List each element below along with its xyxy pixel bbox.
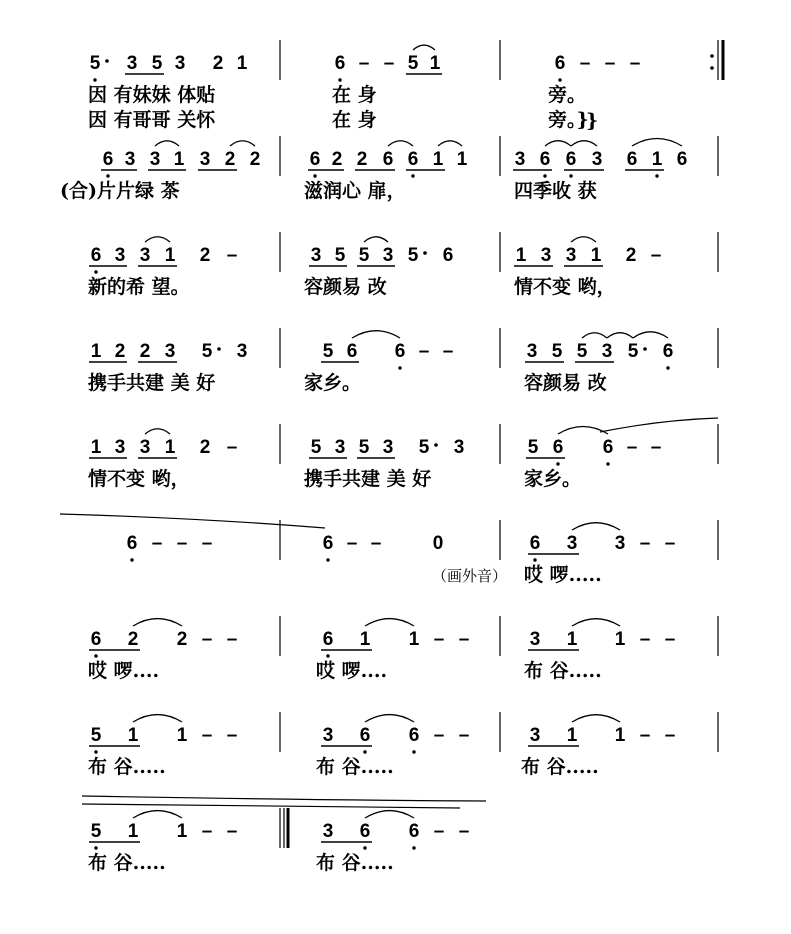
lyric-line: 容颜易 改 bbox=[304, 276, 387, 298]
octave-dot bbox=[93, 78, 96, 81]
lyric-line: 新的希 望。 bbox=[88, 276, 190, 298]
note-digit: 3 bbox=[310, 245, 322, 266]
note-digit: 1 bbox=[127, 821, 139, 842]
note-dash: – bbox=[458, 821, 470, 842]
lyric-line: 情不变 哟， bbox=[88, 468, 190, 490]
augmentation-dot bbox=[423, 251, 427, 255]
note-digit: 2 bbox=[224, 149, 236, 170]
note-dash: – bbox=[226, 245, 238, 266]
note-digit: 6 bbox=[408, 821, 420, 842]
augmentation-dot bbox=[105, 59, 109, 63]
octave-dot bbox=[130, 558, 133, 561]
note-digit: 6 bbox=[539, 149, 551, 170]
note-dash: – bbox=[201, 533, 213, 554]
slur bbox=[545, 141, 571, 146]
note-digit: 3 bbox=[139, 245, 151, 266]
note-digit: 1 bbox=[651, 149, 663, 170]
octave-dot bbox=[655, 174, 658, 177]
note-dash: – bbox=[664, 533, 676, 554]
note-digit: 1 bbox=[164, 245, 176, 266]
lyric-line: 携手共建 美 好 bbox=[304, 468, 432, 490]
octave-dot bbox=[666, 366, 669, 369]
note-digit: 1 bbox=[236, 53, 248, 74]
octave-dot bbox=[533, 558, 536, 561]
note-dash: – bbox=[639, 533, 651, 554]
note-digit: 6 bbox=[602, 437, 614, 458]
lyric-line: 容颜易 改 bbox=[524, 372, 607, 394]
note-digit: 3 bbox=[382, 245, 394, 266]
brace: } bbox=[586, 110, 599, 132]
lyric-line: 四季收 获 bbox=[514, 180, 597, 202]
note-digit: 6 bbox=[552, 437, 564, 458]
note-dash: – bbox=[433, 821, 445, 842]
note-digit: 6 bbox=[102, 149, 114, 170]
note-digit: 6 bbox=[322, 629, 334, 650]
note-digit: 3 bbox=[526, 341, 538, 362]
note-dash: – bbox=[458, 629, 470, 650]
lyric-line: 滋润心 扉， bbox=[304, 180, 406, 202]
note-digit: 1 bbox=[614, 725, 626, 746]
note-dash: – bbox=[433, 629, 445, 650]
note-digit: 3 bbox=[591, 149, 603, 170]
lyric-line: 布 谷..... bbox=[521, 756, 599, 778]
slur bbox=[572, 523, 620, 530]
note-digit: 2 bbox=[356, 149, 368, 170]
note-digit: 3 bbox=[164, 341, 176, 362]
note-digit: 5 bbox=[322, 341, 334, 362]
octave-dot bbox=[106, 174, 109, 177]
note-digit: 1 bbox=[590, 245, 602, 266]
slur bbox=[364, 237, 388, 242]
slur bbox=[607, 333, 633, 338]
lyric-line: 旁。} bbox=[548, 109, 589, 131]
lyric-line: 布 谷..... bbox=[316, 852, 394, 874]
note-digit: 6 bbox=[662, 341, 674, 362]
slur bbox=[582, 333, 607, 338]
slur bbox=[571, 141, 597, 146]
note-digit: 3 bbox=[566, 533, 578, 554]
note-digit: 5 bbox=[418, 437, 430, 458]
note-digit: 3 bbox=[114, 437, 126, 458]
note-dash: – bbox=[201, 821, 213, 842]
repeat-dot bbox=[710, 66, 714, 70]
repeat-dot bbox=[710, 54, 714, 58]
slur bbox=[133, 811, 182, 818]
note-digit: 1 bbox=[176, 725, 188, 746]
note-dash: – bbox=[664, 725, 676, 746]
octave-dot bbox=[338, 78, 341, 81]
lyric-line: 哎 啰..... bbox=[524, 564, 602, 586]
notation bbox=[89, 53, 687, 850]
augmentation-dot bbox=[217, 347, 221, 351]
note-digit: 3 bbox=[540, 245, 552, 266]
note-dash: – bbox=[664, 629, 676, 650]
note-dash: – bbox=[226, 725, 238, 746]
note-dash: – bbox=[383, 53, 395, 74]
lyric-line: 哎 啰.... bbox=[316, 660, 388, 682]
note-digit: 3 bbox=[565, 245, 577, 266]
lyric-line: 哎 啰.... bbox=[88, 660, 160, 682]
note-dash: – bbox=[458, 725, 470, 746]
note-digit: 5 bbox=[627, 341, 639, 362]
note-dash: – bbox=[358, 53, 370, 74]
note-dash: – bbox=[226, 437, 238, 458]
note-dash: – bbox=[226, 821, 238, 842]
octave-dot bbox=[363, 846, 366, 849]
note-dash: – bbox=[370, 533, 382, 554]
octave-dot bbox=[543, 174, 546, 177]
lyric-line: 在 身 bbox=[332, 109, 377, 131]
note-dash: – bbox=[579, 53, 591, 74]
note-dash: – bbox=[151, 533, 163, 554]
note-dash: – bbox=[639, 629, 651, 650]
octave-dot bbox=[313, 174, 316, 177]
long-tie bbox=[600, 418, 718, 432]
note-digit: 3 bbox=[322, 821, 334, 842]
slur bbox=[133, 619, 182, 626]
slur bbox=[438, 141, 462, 146]
lyric-line: 在 身 bbox=[332, 84, 377, 106]
lyric-line: 旁。 bbox=[548, 84, 587, 106]
long-tie bbox=[82, 804, 460, 808]
note-digit: 3 bbox=[149, 149, 161, 170]
lyric-line: 携手共建 美 好 bbox=[88, 372, 216, 394]
note-dash: – bbox=[201, 725, 213, 746]
note-digit: 2 bbox=[114, 341, 126, 362]
octave-dot bbox=[94, 270, 97, 273]
slur bbox=[365, 715, 414, 722]
note-digit: 6 bbox=[394, 341, 406, 362]
octave-dot bbox=[94, 846, 97, 849]
lyric-line: 因 有哥哥 关怀 bbox=[88, 109, 216, 131]
slur bbox=[572, 715, 620, 722]
lyric-line: 情不变 哟， bbox=[514, 276, 616, 298]
note-digit: 3 bbox=[614, 533, 626, 554]
note-digit: 3 bbox=[124, 149, 136, 170]
note-digit: 6 bbox=[565, 149, 577, 170]
note-digit: 5 bbox=[551, 341, 563, 362]
note-digit: 5 bbox=[358, 245, 370, 266]
note-digit: 5 bbox=[90, 821, 102, 842]
note-digit: 6 bbox=[90, 245, 102, 266]
note-digit: 1 bbox=[614, 629, 626, 650]
octave-dot bbox=[363, 750, 366, 753]
lyric-line: 布 谷..... bbox=[88, 756, 166, 778]
note-digit: 2 bbox=[139, 341, 151, 362]
note-digit: 2 bbox=[331, 149, 343, 170]
note-digit: 1 bbox=[429, 53, 441, 74]
note-digit: 6 bbox=[382, 149, 394, 170]
note-dash: – bbox=[442, 341, 454, 362]
note-digit: 2 bbox=[176, 629, 188, 650]
note-digit: 1 bbox=[90, 437, 102, 458]
note-digit: 6 bbox=[90, 629, 102, 650]
slur bbox=[388, 141, 413, 146]
note-dash: – bbox=[604, 53, 616, 74]
note-digit: 1 bbox=[127, 725, 139, 746]
note-digit: 6 bbox=[346, 341, 358, 362]
note-digit: 5 bbox=[201, 341, 213, 362]
note-digit: 3 bbox=[114, 245, 126, 266]
augmentation-dot bbox=[434, 443, 438, 447]
lyric-line: 布 谷..... bbox=[88, 852, 166, 874]
slur bbox=[633, 332, 668, 338]
note-digit: 3 bbox=[236, 341, 248, 362]
note-digit: 0 bbox=[432, 533, 444, 554]
note-dash: – bbox=[433, 725, 445, 746]
note-dash: – bbox=[226, 629, 238, 650]
slur bbox=[558, 427, 608, 435]
note-dash: – bbox=[346, 533, 358, 554]
note-digit: 3 bbox=[529, 725, 541, 746]
long-tie bbox=[82, 796, 486, 801]
note-digit: 5 bbox=[576, 341, 588, 362]
note-digit: 6 bbox=[626, 149, 638, 170]
note-digit: 1 bbox=[176, 821, 188, 842]
octave-dot bbox=[606, 462, 609, 465]
note-digit: 5 bbox=[151, 53, 163, 74]
note-digit: 3 bbox=[382, 437, 394, 458]
octave-dot bbox=[411, 174, 414, 177]
note-digit: 5 bbox=[407, 53, 419, 74]
note-digit: 1 bbox=[359, 629, 371, 650]
augmentation-dot bbox=[643, 347, 647, 351]
slur bbox=[145, 429, 170, 434]
octave-dot bbox=[398, 366, 401, 369]
note-digit: 1 bbox=[432, 149, 444, 170]
octave-dot bbox=[412, 846, 415, 849]
note-digit: 1 bbox=[164, 437, 176, 458]
note-digit: 5 bbox=[89, 53, 101, 74]
note-digit: 6 bbox=[309, 149, 321, 170]
note-digit: 6 bbox=[322, 533, 334, 554]
note-digit: 1 bbox=[173, 149, 185, 170]
octave-dot bbox=[569, 174, 572, 177]
slur bbox=[145, 237, 170, 242]
note-dash: – bbox=[626, 437, 638, 458]
note-digit: 1 bbox=[90, 341, 102, 362]
note-digit: 3 bbox=[199, 149, 211, 170]
note-digit: 5 bbox=[90, 725, 102, 746]
note-dash: – bbox=[629, 53, 641, 74]
note-digit: 3 bbox=[322, 725, 334, 746]
note-digit: 3 bbox=[174, 53, 186, 74]
note-digit: 5 bbox=[527, 437, 539, 458]
lyric-line: 家乡。 bbox=[524, 468, 582, 490]
octave-dot bbox=[558, 78, 561, 81]
lyric-line: 布 谷..... bbox=[524, 660, 602, 682]
lyric-line: 布 谷..... bbox=[316, 756, 394, 778]
slur bbox=[413, 45, 435, 50]
note-dash: – bbox=[639, 725, 651, 746]
note-digit: 6 bbox=[529, 533, 541, 554]
slur bbox=[230, 141, 255, 146]
slur bbox=[352, 331, 400, 338]
note-digit: 6 bbox=[442, 245, 454, 266]
note-digit: 3 bbox=[601, 341, 613, 362]
note-digit: 2 bbox=[212, 53, 224, 74]
note-digit: 6 bbox=[407, 149, 419, 170]
octave-dot bbox=[326, 558, 329, 561]
note-digit: 2 bbox=[199, 437, 211, 458]
note-digit: 2 bbox=[127, 629, 139, 650]
note-digit: 6 bbox=[334, 53, 346, 74]
note-digit: 6 bbox=[676, 149, 688, 170]
note-dash: – bbox=[201, 629, 213, 650]
note-digit: 5 bbox=[407, 245, 419, 266]
lyrics bbox=[60, 83, 616, 874]
lyric-line: 因 有妹妹 体贴 bbox=[88, 84, 216, 106]
note-digit: 2 bbox=[625, 245, 637, 266]
octave-dot bbox=[556, 462, 559, 465]
lyric-line: (合)片片绿 茶 bbox=[60, 180, 180, 202]
slur bbox=[155, 141, 179, 146]
note-dash: – bbox=[650, 437, 662, 458]
note-dash: – bbox=[418, 341, 430, 362]
note-digit: 1 bbox=[566, 629, 578, 650]
note-digit: 1 bbox=[408, 629, 420, 650]
note-digit: 5 bbox=[310, 437, 322, 458]
slur bbox=[365, 811, 414, 818]
note-digit: 6 bbox=[408, 725, 420, 746]
note-dash: – bbox=[176, 533, 188, 554]
note-digit: 3 bbox=[126, 53, 138, 74]
note-digit: 1 bbox=[566, 725, 578, 746]
octave-dot bbox=[412, 750, 415, 753]
note-digit: 5 bbox=[334, 245, 346, 266]
lyric-line: 家乡。 bbox=[304, 372, 362, 394]
note-digit: 6 bbox=[126, 533, 138, 554]
octave-dot bbox=[94, 654, 97, 657]
note-digit: 1 bbox=[456, 149, 468, 170]
note-digit: 6 bbox=[359, 821, 371, 842]
note-digit: 6 bbox=[554, 53, 566, 74]
note-dash: – bbox=[650, 245, 662, 266]
slur bbox=[133, 715, 182, 722]
long-tie bbox=[60, 514, 325, 528]
slur bbox=[365, 619, 414, 626]
voice-over-label: （画外音） bbox=[432, 567, 508, 585]
note-digit: 1 bbox=[515, 245, 527, 266]
slur bbox=[572, 619, 620, 626]
octave-dot bbox=[326, 654, 329, 657]
slur bbox=[632, 139, 682, 147]
note-digit: 5 bbox=[358, 437, 370, 458]
note-digit: 3 bbox=[514, 149, 526, 170]
note-digit: 2 bbox=[199, 245, 211, 266]
octave-dot bbox=[94, 750, 97, 753]
note-digit: 6 bbox=[359, 725, 371, 746]
note-digit: 3 bbox=[334, 437, 346, 458]
note-digit: 3 bbox=[453, 437, 465, 458]
note-digit: 3 bbox=[139, 437, 151, 458]
note-digit: 2 bbox=[249, 149, 261, 170]
note-digit: 3 bbox=[529, 629, 541, 650]
slur bbox=[571, 237, 596, 242]
